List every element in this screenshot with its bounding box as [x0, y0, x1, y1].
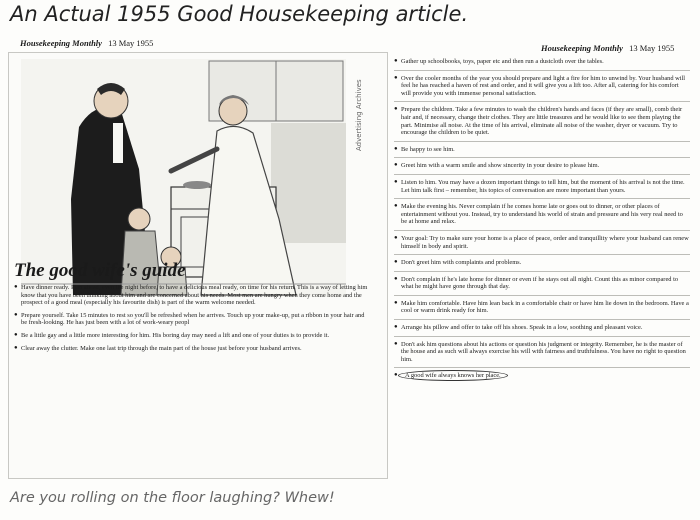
list-item: ● Don't complain if he's late home for dinner or even if he stays out all night. Count this as minor compared to what he might have gone through that day.: [394, 275, 679, 291]
bullet-icon: ●: [394, 145, 398, 152]
right-column-list: [394, 58, 690, 384]
divider: [394, 157, 690, 158]
masthead-name: Housekeeping Monthly: [20, 38, 102, 48]
divider: [394, 198, 690, 199]
bullet-icon: ●: [14, 284, 18, 290]
bullet-icon: ●: [394, 259, 398, 266]
bullet-icon: ●: [394, 58, 398, 64]
bottom-caption: Are you rolling on the floor laughing? Whew!: [10, 490, 335, 506]
masthead-date: 13 May 1955: [108, 38, 154, 48]
bullet-icon: ●: [394, 340, 398, 347]
divider: [394, 70, 690, 71]
bullet-icon: ●: [394, 275, 398, 282]
divider: [394, 230, 690, 231]
list-item: ● Listen to him. You may have a dozen important things to tell him, but the moment of his arrival is not the time. Let him talk first – remember, his topics of conversation are more important than yours.: [394, 178, 685, 194]
bullet-icon: ●: [394, 178, 398, 185]
divider: [394, 101, 690, 102]
masthead-left: [20, 38, 153, 48]
bullet-icon: ●: [14, 331, 18, 338]
page-title: An Actual 1955 Good Housekeeping article.: [10, 2, 469, 26]
list-item: ● Over the cooler months of the year you should prepare and light a fire for him to unwind by. Your husband will feel he has reached a haven of rest and order, and it will give you a lift too. After all, catering for his comfort will provide you with immense personal satisfaction.: [394, 74, 686, 97]
list-item: ● Be happy to see him.: [394, 145, 455, 153]
list-item: ● Don't greet him with complaints and problems.: [394, 259, 522, 267]
bullet-icon: ●: [394, 234, 398, 241]
bullet-icon: ●: [394, 299, 398, 306]
divider: [394, 336, 690, 337]
list-item: ● Don't ask him questions about his actions or question his judgment or integrity. Remember, he is the master of the house and as such will always exercise his will with fairness and truthfulness. You have no right to question him.: [394, 340, 686, 363]
list-item: ● Arrange his pillow and offer to take off his shoes. Speak in a low, soothing and pleasant voice.: [394, 324, 643, 332]
list-item: ● Your goal: Try to make sure your home is a place of peace, order and tranquillity where your husband can renew himself in body and spirit.: [394, 234, 689, 250]
masthead-right: [541, 43, 674, 53]
left-column-list: [14, 284, 369, 357]
bullet-icon: ●: [394, 106, 398, 113]
bullet-icon: ●: [394, 372, 398, 379]
circled-text: A good wife always knows her place.: [398, 370, 508, 381]
divider: [394, 319, 690, 320]
bullet-icon: ●: [394, 162, 398, 169]
list-item: ● Make him comfortable. Have him lean back in a comfortable chair or have him lie down in the bedroom. Have a cool or warm drink ready for him.: [394, 299, 689, 315]
list-item-final: [394, 372, 690, 380]
divider: [394, 367, 690, 368]
masthead-date: 13 May 1955: [629, 43, 675, 53]
divider: [394, 271, 690, 272]
list-item: ● Gather up schoolbooks, toys, paper etc and then run a dustcloth over the tables.: [394, 58, 604, 65]
list-item: ● Be a little gay and a little more interesting for him. His boring day may need a lift and one of your duties is to provide it.: [14, 331, 330, 339]
masthead-name: Housekeeping Monthly: [541, 43, 623, 53]
bullet-icon: ●: [394, 203, 398, 210]
bullet-icon: ●: [14, 344, 18, 351]
list-item: ● Make the evening his. Never complain if he comes home late or goes out to dinner, or other places of entertainment without you. Instead, try to understand his world of strain and pressure and his very real need to be at home and relax.: [394, 203, 683, 226]
list-item: ● Prepare the children. Take a few minutes to wash the children's hands and faces (if they are small), comb their hair and, if necessary, change their clothes. They are little treasures and he would like to see them playing the part. Minimise all noise. At the time of his arrival, eliminate all noise of the washer, dryer or vacuum. Try to encourage the children to be quiet.: [394, 106, 683, 137]
divider: [394, 295, 690, 296]
divider: [394, 254, 690, 255]
list-item: ● Greet him with a warm smile and show sincerity in your desire to please him.: [394, 162, 600, 170]
side-credit: Advertising Archives: [355, 79, 363, 151]
bullet-icon: ●: [394, 74, 398, 81]
bullet-icon: ●: [14, 311, 18, 318]
divider: [394, 141, 690, 142]
list-item: ● Have dinner ready. Plan ahead, even the night before, to have a delicious meal ready, on time for his return. This is a way of letting him know that you have been thinking about him and are concerned about his needs. Most men are hungry when they come home and the prospect of a good meal (especially his favourite dish) is part of the warm welcome needed.: [14, 284, 368, 307]
guide-title: The good wife's guide: [14, 260, 186, 281]
divider: [394, 174, 690, 175]
bullet-icon: ●: [394, 324, 398, 331]
list-item: ● Clear away the clutter. Make one last trip through the main part of the house just before your husband arrives.: [14, 344, 302, 352]
list-item: ● Prepare yourself. Take 15 minutes to rest so you'll be refreshed when he arrives. Touch up your make-up, put a ribbon in your hair and be fresh-looking. He has just been with a lot of work-weary peopl: [14, 311, 365, 327]
